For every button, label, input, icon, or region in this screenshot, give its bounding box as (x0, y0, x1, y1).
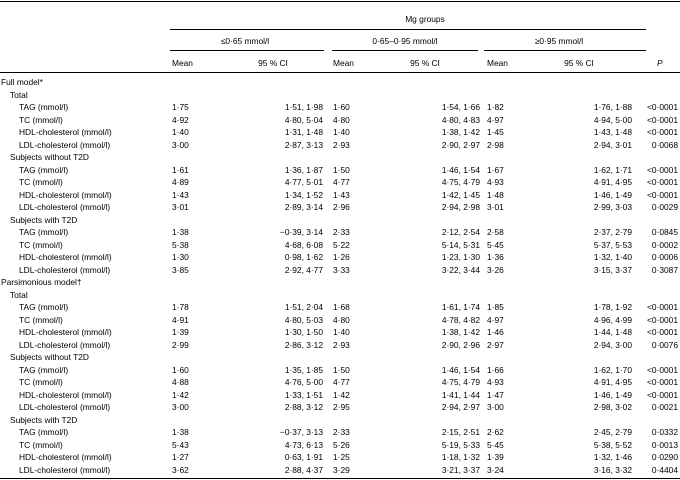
mean-high: 3·01 (487, 202, 504, 212)
ci-mid: 1·23, 1·30 (441, 252, 480, 262)
ci-high: 1·32, 1·40 (593, 252, 632, 262)
ci-mid: 4·78, 4·82 (441, 314, 480, 325)
ci-high: 5·37, 5·53 (593, 239, 632, 250)
ci-low: 1·31, 1·48 (284, 127, 323, 137)
mean-low: 5·43 (172, 439, 189, 450)
mean-mid: 4·80 (333, 114, 350, 125)
mean-header-high: Mean (487, 58, 508, 68)
mean-low: 4·88 (172, 377, 189, 387)
model-heading: Parsimonious model† (1, 277, 82, 287)
group-heading-mid: 0·65–0·95 mmol/l (372, 36, 438, 46)
p-value: <0·0001 (647, 127, 678, 137)
p-value: 0·4404 (651, 464, 678, 475)
mean-low: 1·39 (172, 327, 189, 337)
ci-header-mid: 95 % CI (410, 58, 440, 68)
ci-low: 1·30, 1·50 (284, 327, 323, 337)
row-label: HDL-cholesterol (mmol/l) (19, 327, 112, 337)
mg-groups-heading: Mg groups (405, 14, 445, 24)
ci-mid: 1·38, 1·42 (441, 127, 480, 137)
ci-high: 2·98, 3·02 (593, 402, 632, 412)
mean-mid: 4·77 (333, 177, 350, 187)
ci-low: 4·80, 5·03 (284, 314, 323, 325)
ci-high: 5·38, 5·52 (593, 439, 632, 450)
section-heading-row (0, 289, 680, 301)
mean-mid: 1·68 (333, 302, 350, 312)
table-row (0, 189, 680, 201)
table-row (0, 251, 680, 263)
mean-mid: 1·42 (333, 389, 350, 400)
ci-low: 1·33, 1·51 (284, 389, 323, 400)
row-label: TAG (mmol/l) (19, 164, 69, 175)
ci-mid: 5·14, 5·31 (441, 239, 480, 250)
p-value: 0·3087 (651, 264, 678, 275)
p-value: <0·0001 (647, 102, 678, 112)
mg-groups-rule (170, 29, 646, 30)
table-row (0, 114, 680, 126)
row-label: HDL-cholesterol (mmol/l) (19, 452, 112, 462)
p-value: 0·0021 (651, 402, 678, 412)
mean-high: 1·85 (487, 302, 504, 312)
mean-mid: 5·26 (333, 439, 350, 450)
section-heading-row (0, 414, 680, 426)
row-label: LDL-cholesterol (mmol/l) (19, 339, 111, 350)
row-label: TC (mmol/l) (19, 177, 63, 187)
table-row (0, 439, 680, 451)
mean-mid: 1·40 (333, 127, 350, 137)
mean-mid: 2·95 (333, 402, 350, 412)
ci-high: 2·37, 2·79 (593, 227, 632, 237)
header-bottom-rule (0, 72, 680, 73)
section-heading: Subjects without T2D (10, 152, 89, 162)
model-heading-row (0, 76, 680, 88)
p-value: <0·0001 (647, 302, 678, 312)
row-label: LDL-cholesterol (mmol/l) (19, 464, 111, 475)
ci-mid: 2·15, 2·51 (441, 427, 480, 437)
table-row (0, 239, 680, 251)
ci-mid: 2·90, 2·96 (441, 339, 480, 350)
row-label: HDL-cholesterol (mmol/l) (19, 252, 112, 262)
section-heading: Subjects without T2D (10, 352, 89, 362)
mean-high: 2·98 (487, 139, 504, 150)
ci-mid: 1·42, 1·45 (441, 189, 480, 200)
ci-low: 1·34, 1·52 (284, 189, 323, 200)
ci-low: 0·98, 1·62 (284, 252, 323, 262)
section-heading-row (0, 151, 680, 163)
table-row (0, 264, 680, 276)
ci-low: 2·88, 3·12 (284, 402, 323, 412)
mean-mid: 2·93 (333, 139, 350, 150)
ci-low: 4·73, 6·13 (284, 439, 323, 450)
ci-mid: 3·21, 3·37 (441, 464, 480, 475)
ci-header-low: 95 % CI (258, 58, 288, 68)
mean-low: 4·92 (172, 114, 189, 125)
table-row (0, 326, 680, 338)
mean-low: 1·43 (172, 189, 189, 200)
ci-mid: 4·80, 4·83 (441, 114, 480, 125)
mean-high: 4·93 (487, 377, 504, 387)
table-row (0, 401, 680, 413)
mean-high: 1·67 (487, 164, 504, 175)
mean-mid: 4·77 (333, 377, 350, 387)
ci-low: 1·51, 1·98 (284, 102, 323, 112)
ci-mid: 1·18, 1·32 (441, 452, 480, 462)
table-row (0, 176, 680, 188)
ci-low: 4·77, 5·01 (284, 177, 323, 187)
mean-high: 2·58 (487, 227, 504, 237)
table-row (0, 139, 680, 151)
ci-header-high: 95 % CI (564, 58, 594, 68)
ci-mid: 4·75, 4·79 (441, 177, 480, 187)
ci-mid: 2·12, 2·54 (441, 227, 480, 237)
ci-high: 1·43, 1·48 (593, 127, 632, 137)
p-value: 0·0013 (651, 439, 678, 450)
table-row (0, 126, 680, 138)
ci-high: 1·46, 1·49 (593, 189, 632, 200)
table-row (0, 339, 680, 351)
mean-mid: 5·22 (333, 239, 350, 250)
table-row (0, 164, 680, 176)
ci-high: 2·94, 3·01 (593, 139, 632, 150)
ci-mid: 1·38, 1·42 (441, 327, 480, 337)
mean-high: 1·48 (487, 189, 504, 200)
mean-high: 2·97 (487, 339, 504, 350)
mean-mid: 4·80 (333, 314, 350, 325)
mean-high: 3·24 (487, 464, 504, 475)
ci-low: 1·35, 1·85 (284, 364, 323, 375)
ci-low: 2·92, 4·77 (284, 264, 323, 275)
group-heading-high: ≥0·95 mmol/l (534, 36, 584, 46)
mean-low: 1·27 (172, 452, 189, 462)
row-label: TAG (mmol/l) (19, 302, 69, 312)
mean-header-mid: Mean (333, 58, 354, 68)
model-heading-row (0, 276, 680, 288)
row-label: TAG (mmol/l) (19, 427, 69, 437)
row-label: TC (mmol/l) (19, 377, 63, 387)
ci-high: 3·15, 3·37 (593, 264, 632, 275)
ci-high: 4·91, 4·95 (593, 377, 632, 387)
section-heading-row (0, 214, 680, 226)
mean-mid: 1·26 (333, 252, 350, 262)
row-label: HDL-cholesterol (mmol/l) (19, 127, 112, 137)
mean-high: 1·47 (487, 389, 504, 400)
row-label: HDL-cholesterol (mmol/l) (19, 189, 112, 200)
ci-mid: 2·94, 2·97 (441, 402, 480, 412)
table-row (0, 301, 680, 313)
ci-mid: 1·41, 1·44 (441, 389, 480, 400)
ci-mid: 2·90, 2·97 (441, 139, 480, 150)
ci-high: 1·76, 1·88 (593, 102, 632, 112)
mean-high: 1·82 (487, 102, 504, 112)
row-label: TC (mmol/l) (19, 439, 63, 450)
ci-mid: 2·94, 2·98 (441, 202, 480, 212)
section-heading: Total (10, 289, 28, 300)
ci-low: 1·36, 1·87 (284, 164, 323, 175)
ci-low: 4·76, 5·00 (284, 377, 323, 387)
mean-header-low: Mean (172, 58, 193, 68)
p-value: <0·0001 (647, 389, 678, 400)
table-row (0, 101, 680, 113)
p-value: 0·0332 (651, 427, 678, 437)
mean-mid: 1·40 (333, 327, 350, 337)
mean-mid: 2·96 (333, 202, 350, 212)
mean-low: 1·60 (172, 364, 189, 375)
p-value: 0·0002 (651, 239, 678, 250)
mean-high: 1·36 (487, 252, 504, 262)
p-value: 0·0029 (651, 202, 678, 212)
mean-mid: 1·50 (333, 364, 350, 375)
mean-low: 3·85 (172, 264, 189, 275)
ci-high: 4·96, 4·99 (593, 314, 632, 325)
mean-high: 5·45 (487, 239, 504, 250)
mean-low: 1·42 (172, 389, 189, 400)
table-row (0, 364, 680, 376)
table-row (0, 464, 680, 476)
row-label: TAG (mmol/l) (19, 102, 69, 112)
mean-low: 4·89 (172, 177, 189, 187)
ci-mid: 1·46, 1·54 (441, 164, 480, 175)
mean-high: 3·00 (487, 402, 504, 412)
ci-low: 2·87, 3·13 (284, 139, 323, 150)
p-value: <0·0001 (647, 364, 678, 375)
ci-high: 2·94, 3·00 (593, 339, 632, 350)
p-value: <0·0001 (647, 189, 678, 200)
ci-high: 1·62, 1·70 (593, 364, 632, 375)
ci-low: −0·37, 3·13 (279, 427, 323, 437)
mean-high: 5·45 (487, 439, 504, 450)
ci-mid: 3·22, 3·44 (441, 264, 480, 275)
mean-mid: 1·25 (333, 452, 350, 462)
mean-mid: 1·43 (333, 189, 350, 200)
p-value: 0·0076 (651, 339, 678, 350)
p-value-header: P (657, 58, 663, 68)
mean-low: 1·78 (172, 302, 189, 312)
ci-high: 2·45, 2·79 (593, 427, 632, 437)
mean-mid: 2·93 (333, 339, 350, 350)
p-value: <0·0001 (647, 327, 678, 337)
mean-low: 4·91 (172, 314, 189, 325)
table-row (0, 426, 680, 438)
ci-high: 1·44, 1·48 (593, 327, 632, 337)
p-value: <0·0001 (647, 114, 678, 125)
mean-mid: 3·33 (333, 264, 350, 275)
mean-mid: 1·60 (333, 102, 350, 112)
section-heading-row (0, 351, 680, 363)
mean-high: 1·39 (487, 452, 504, 462)
mean-high: 1·46 (487, 327, 504, 337)
row-label: LDL-cholesterol (mmol/l) (19, 139, 111, 150)
ci-low: 1·51, 2·04 (284, 302, 323, 312)
mean-low: 1·75 (172, 102, 189, 112)
table-row (0, 314, 680, 326)
mean-low: 3·01 (172, 202, 189, 212)
p-value: <0·0001 (647, 377, 678, 387)
mean-low: 1·40 (172, 127, 189, 137)
ci-low: 4·68, 6·08 (284, 239, 323, 250)
row-label: LDL-cholesterol (mmol/l) (19, 264, 111, 275)
ci-mid: 5·19, 5·33 (441, 439, 480, 450)
p-value: <0·0001 (647, 177, 678, 187)
section-heading-row (0, 89, 680, 101)
model-heading: Full model* (1, 77, 43, 87)
mean-mid: 2·33 (333, 227, 350, 237)
row-label: TC (mmol/l) (19, 114, 63, 125)
mean-high: 3·26 (487, 264, 504, 275)
ci-high: 2·99, 3·03 (593, 202, 632, 212)
row-label: TAG (mmol/l) (19, 227, 69, 237)
mean-low: 2·99 (172, 339, 189, 350)
ci-high: 3·16, 3·32 (593, 464, 632, 475)
section-heading: Subjects with T2D (10, 414, 78, 425)
ci-low: 0·63, 1·91 (284, 452, 323, 462)
mean-low: 1·38 (172, 227, 189, 237)
mean-high: 1·45 (487, 127, 504, 137)
table-top-rule (0, 1, 680, 2)
section-heading: Total (10, 89, 28, 100)
ci-low: 2·88, 4·37 (284, 464, 323, 475)
mean-low: 1·38 (172, 427, 189, 437)
ci-mid: 1·46, 1·54 (441, 364, 480, 375)
mean-high: 4·97 (487, 114, 504, 125)
mean-low: 3·62 (172, 464, 189, 475)
table-row (0, 226, 680, 238)
p-value: 0·0845 (651, 227, 678, 237)
group-rule-high (484, 50, 646, 51)
ci-high: 1·62, 1·71 (593, 164, 632, 175)
group-rule-low (170, 50, 324, 51)
mean-high: 1·66 (487, 364, 504, 375)
p-value: <0·0001 (647, 314, 678, 325)
ci-low: 2·86, 3·12 (284, 339, 323, 350)
p-value: 0·0006 (651, 252, 678, 262)
mean-high: 2·62 (487, 427, 504, 437)
ci-low: −0·39, 3·14 (279, 227, 323, 237)
mean-low: 1·30 (172, 252, 189, 262)
ci-mid: 4·75, 4·79 (441, 377, 480, 387)
mean-low: 1·61 (172, 164, 189, 175)
ci-low: 2·89, 3·14 (284, 202, 323, 212)
ci-low: 4·80, 5·04 (284, 114, 323, 125)
p-value: <0·0001 (647, 164, 678, 175)
group-rule-mid (332, 50, 478, 51)
table-bottom-rule (0, 478, 680, 479)
table-row (0, 201, 680, 213)
row-label: TC (mmol/l) (19, 314, 63, 325)
ci-high: 4·94, 5·00 (593, 114, 632, 125)
p-value: 0·0068 (651, 139, 678, 150)
mean-low: 3·00 (172, 139, 189, 150)
mean-low: 5·38 (172, 239, 189, 250)
table-row (0, 376, 680, 388)
row-label: LDL-cholesterol (mmol/l) (19, 402, 111, 412)
mean-high: 4·97 (487, 314, 504, 325)
mean-mid: 3·29 (333, 464, 350, 475)
table-row (0, 389, 680, 401)
ci-high: 4·91, 4·95 (593, 177, 632, 187)
group-heading-low: ≤0·65 mmol/l (220, 36, 270, 46)
ci-high: 1·78, 1·92 (593, 302, 632, 312)
table-row (0, 451, 680, 463)
row-label: TC (mmol/l) (19, 239, 63, 250)
ci-mid: 1·54, 1·66 (441, 102, 480, 112)
row-label: HDL-cholesterol (mmol/l) (19, 389, 112, 400)
ci-high: 1·32, 1·46 (593, 452, 632, 462)
mean-mid: 1·50 (333, 164, 350, 175)
section-heading: Subjects with T2D (10, 214, 78, 225)
p-value: 0·0290 (651, 452, 678, 462)
mean-mid: 2·33 (333, 427, 350, 437)
mean-low: 3·00 (172, 402, 189, 412)
ci-mid: 1·61, 1·74 (441, 302, 480, 312)
row-label: TAG (mmol/l) (19, 364, 69, 375)
ci-high: 1·46, 1·49 (593, 389, 632, 400)
mean-high: 4·93 (487, 177, 504, 187)
row-label: LDL-cholesterol (mmol/l) (19, 202, 111, 212)
